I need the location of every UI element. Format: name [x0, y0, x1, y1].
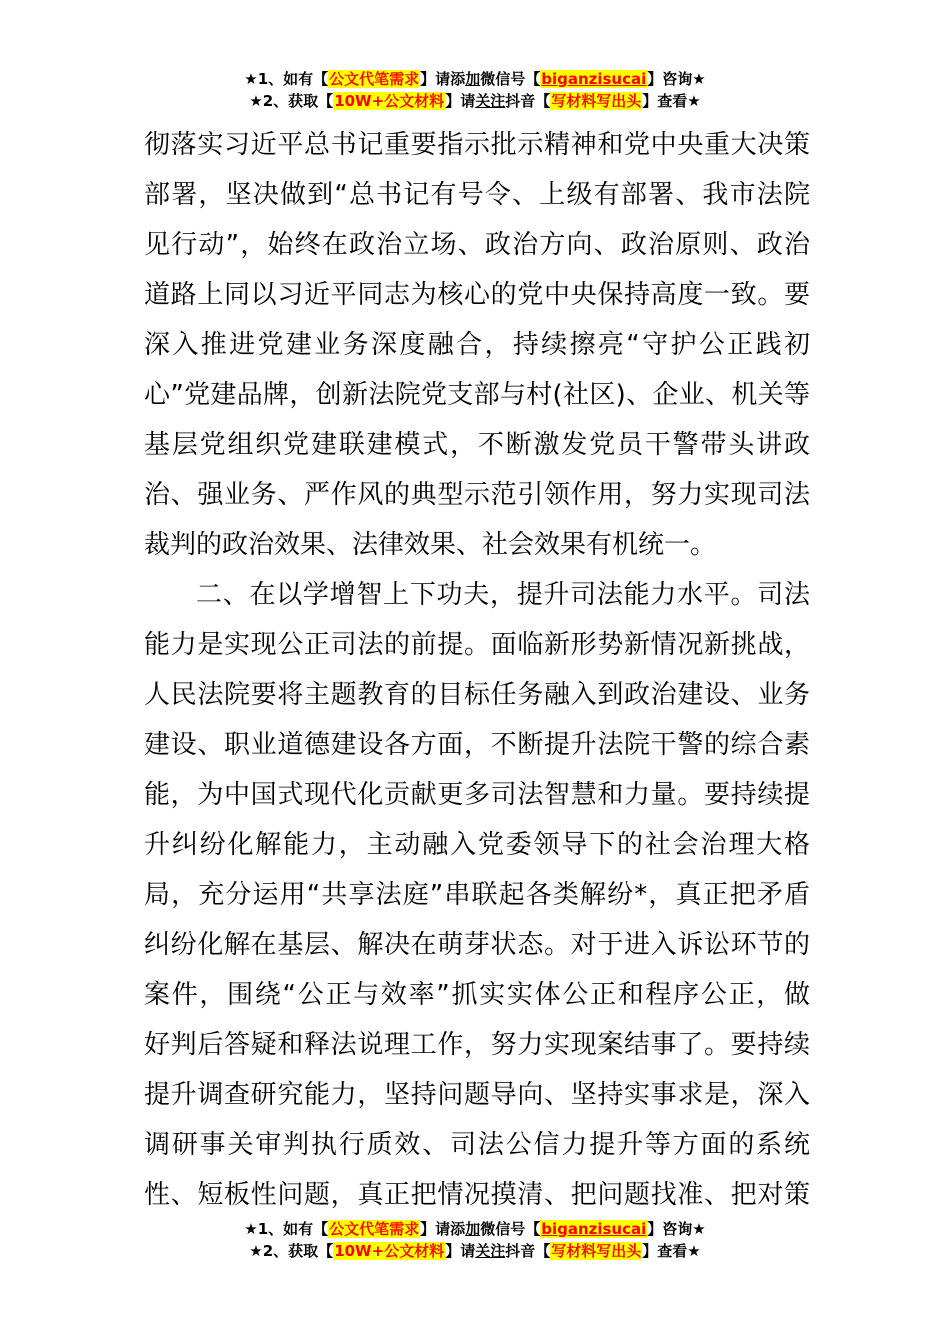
banner-highlight: 10W+公文材料: [334, 92, 445, 110]
document-body: [144, 120, 810, 1220]
banner-line-1: [0, 68, 950, 90]
banner-text: 】咨询★: [647, 1220, 706, 1238]
banner-highlight: 公文代笔需求: [329, 1220, 420, 1238]
section-heading-line: 二、在以学增智上下功夫，提升司法能力水平。司法: [196, 580, 810, 610]
banner-text: 关注: [475, 1242, 506, 1260]
wechat-id-highlight: biganzisucai: [541, 1220, 647, 1238]
banner-text: 微信号【: [480, 1220, 541, 1238]
body-line: 心”党建品牌，创新法院党支部与村(社区)、企业、机关等: [144, 380, 810, 410]
body-line: 纠纷化解在基层、解决在萌芽状态。对于进入诉讼环节的: [144, 930, 810, 960]
body-line: 升纠纷化解能力，主动融入党委领导下的社会治理大格: [144, 830, 810, 860]
banner-text: 加: [465, 70, 481, 88]
banner-text: ★1、如有【: [244, 70, 329, 88]
body-line: 见行动”，始终在政治立场、政治方向、政治原则、政治: [144, 230, 810, 260]
body-line: 道路上同以习近平同志为核心的党中央保持高度一致。要: [144, 280, 810, 310]
banner-text: 】查看★: [642, 1242, 701, 1260]
banner-text: ★2、获取【: [249, 1242, 334, 1260]
body-line: 案件，围绕“公正与效率”抓实实体公正和程序公正，做: [144, 980, 810, 1010]
body-line: 人民法院要将主题教育的目标任务融入到政治建设、业务: [144, 680, 810, 710]
body-line: 基层党组织党建联建模式，不断激发党员干警带头讲政: [144, 430, 810, 460]
body-line: 治、强业务、严作风的典型示范引领作用，努力实现司法: [144, 480, 810, 510]
banner-text: 加: [465, 1220, 481, 1238]
body-line: 能力是实现公正司法的前提。面临新形势新情况新挑战，: [144, 630, 810, 660]
body-line: 建设、职业道德建设各方面，不断提升法院干警的综合素: [144, 730, 810, 760]
banner-text: 微信号【: [480, 70, 541, 88]
body-line: 提升调查研究能力，坚持问题导向、坚持实事求是，深入: [144, 1080, 810, 1110]
banner-highlight: 10W+公文材料: [334, 1242, 445, 1260]
banner-text: 】查看★: [642, 92, 701, 110]
top-banner: [0, 68, 950, 112]
body-line: 裁判的政治效果、法律效果、社会效果有机统一。: [144, 530, 717, 560]
body-line: 彻落实习近平总书记重要指示批示精神和党中央重大决策: [144, 130, 810, 160]
banner-text: 抖音【: [505, 1242, 551, 1260]
body-line: 能，为中国式现代化贡献更多司法智慧和力量。要持续提: [144, 780, 810, 810]
douyin-id-highlight: 写材料写出头: [551, 1242, 642, 1260]
banner-line-2: [0, 90, 950, 112]
body-line: 深入推进党建业务深度融合，持续擦亮“守护公正践初: [144, 330, 810, 360]
banner-highlight: 公文代笔需求: [329, 70, 420, 88]
body-line: 调研事关审判执行质效、司法公信力提升等方面的系统: [144, 1130, 810, 1160]
banner-text: 】请添: [420, 70, 466, 88]
banner-text: 】请添: [420, 1220, 466, 1238]
banner-text: ★1、如有【: [244, 1220, 329, 1238]
body-line: 好判后答疑和释法说理工作，努力实现案结事了。要持续: [144, 1030, 810, 1060]
body-line: 部署，坚决做到“总书记有号令、上级有部署、我市法院: [144, 180, 810, 210]
body-line: 性、短板性问题，真正把情况摸清、把问题找准、把对策: [144, 1180, 810, 1210]
wechat-id-highlight: biganzisucai: [541, 70, 647, 88]
banner-text: 】咨询★: [647, 70, 706, 88]
banner-text: 】请: [445, 92, 476, 110]
banner-line-1: [0, 1218, 950, 1240]
banner-text: 关注: [475, 92, 506, 110]
body-line: 局，充分运用“共享法庭”串联起各类解纷*，真正把矛盾: [144, 880, 810, 910]
banner-line-2: [0, 1240, 950, 1262]
bottom-banner: [0, 1218, 950, 1262]
banner-text: ★2、获取【: [249, 92, 334, 110]
banner-text: 抖音【: [505, 92, 551, 110]
banner-text: 】请: [445, 1242, 476, 1260]
douyin-id-highlight: 写材料写出头: [551, 92, 642, 110]
